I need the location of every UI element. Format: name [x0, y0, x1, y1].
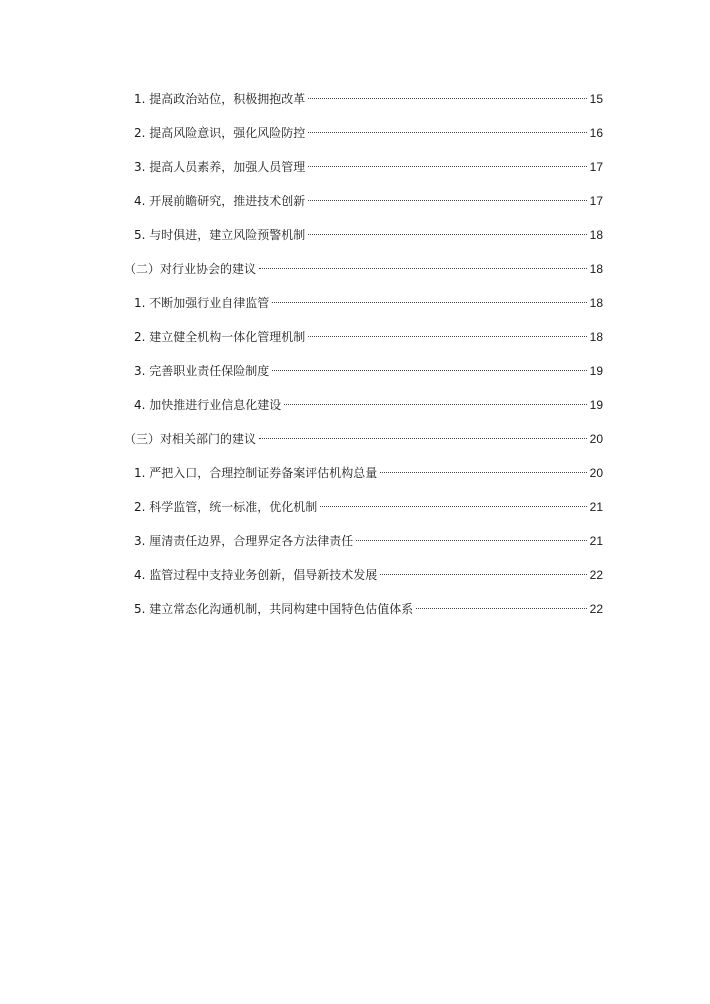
- toc-entry[interactable]: [118, 326, 603, 360]
- toc-entry-title: 4. 开展前瞻研究，推进技术创新: [134, 194, 306, 208]
- toc-entry-title: 4. 加快推进行业信息化建设: [134, 398, 282, 412]
- toc-dot-leader: [308, 132, 587, 133]
- toc-entry[interactable]: [118, 496, 603, 530]
- toc-page-number: 19: [589, 398, 603, 412]
- toc-page-number: 17: [589, 160, 603, 174]
- toc-dot-leader: [308, 200, 587, 201]
- toc-entry-title: 1. 提高政治站位，积极拥抱改革: [134, 92, 306, 106]
- toc-entry-title: 5. 建立常态化沟通机制，共同构建中国特色估值体系: [134, 602, 414, 616]
- toc-entry[interactable]: [118, 360, 603, 394]
- toc-entry-title: 2. 建立健全机构一体化管理机制: [134, 330, 306, 344]
- toc-section-entry[interactable]: [118, 258, 603, 292]
- toc-dot-leader: [259, 438, 587, 439]
- toc-dot-leader: [308, 166, 587, 167]
- toc-dot-leader: [356, 540, 587, 541]
- toc-entry-title: 2. 科学监管，统一标准，优化机制: [134, 500, 318, 514]
- toc-page-number: 20: [589, 432, 603, 446]
- toc-entry-title: 1. 不断加强行业自律监管: [134, 296, 270, 310]
- toc-entry[interactable]: [118, 224, 603, 258]
- toc-page-number: 21: [589, 500, 603, 514]
- toc-entry[interactable]: [118, 530, 603, 564]
- table-of-contents: [118, 88, 603, 632]
- toc-entry-title: 3. 提高人员素养，加强人员管理: [134, 160, 306, 174]
- toc-dot-leader: [308, 234, 587, 235]
- toc-entry-title: 5. 与时俱进，建立风险预警机制: [134, 228, 306, 242]
- toc-entry[interactable]: [118, 394, 603, 428]
- toc-entry[interactable]: [118, 88, 603, 122]
- toc-dot-leader: [308, 98, 587, 99]
- toc-page-number: 22: [589, 602, 603, 616]
- toc-page-number: 18: [589, 296, 603, 310]
- toc-section-entry[interactable]: [118, 428, 603, 462]
- toc-entry[interactable]: [118, 292, 603, 326]
- toc-page-number: 21: [589, 534, 603, 548]
- toc-dot-leader: [320, 506, 587, 507]
- toc-entry-title: 1. 严把入口，合理控制证券备案评估机构总量: [134, 466, 378, 480]
- toc-page-number: 20: [589, 466, 603, 480]
- toc-page-number: 15: [589, 92, 603, 106]
- toc-page-number: 16: [589, 126, 603, 140]
- toc-dot-leader: [380, 472, 587, 473]
- toc-page-number: 18: [589, 228, 603, 242]
- toc-entry[interactable]: [118, 156, 603, 190]
- toc-dot-leader: [272, 302, 587, 303]
- toc-dot-leader: [272, 370, 587, 371]
- toc-entry-title: （三）对相关部门的建议: [124, 432, 257, 446]
- toc-page-number: 22: [589, 568, 603, 582]
- toc-dot-leader: [259, 268, 587, 269]
- toc-entry-title: 3. 厘清责任边界，合理界定各方法律责任: [134, 534, 354, 548]
- toc-entry-title: （二）对行业协会的建议: [124, 262, 257, 276]
- toc-entry[interactable]: [118, 462, 603, 496]
- toc-entry[interactable]: [118, 598, 603, 632]
- toc-entry-title: 4. 监管过程中支持业务创新，倡导新技术发展: [134, 568, 378, 582]
- toc-entry[interactable]: [118, 190, 603, 224]
- toc-dot-leader: [380, 574, 587, 575]
- toc-page-number: 19: [589, 364, 603, 378]
- toc-page-number: 17: [589, 194, 603, 208]
- toc-entry[interactable]: [118, 122, 603, 156]
- toc-dot-leader: [308, 336, 587, 337]
- toc-entry[interactable]: [118, 564, 603, 598]
- toc-page-number: 18: [589, 262, 603, 276]
- toc-dot-leader: [416, 608, 587, 609]
- toc-dot-leader: [284, 404, 587, 405]
- toc-page-number: 18: [589, 330, 603, 344]
- toc-entry-title: 2. 提高风险意识，强化风险防控: [134, 126, 306, 140]
- toc-entry-title: 3. 完善职业责任保险制度: [134, 364, 270, 378]
